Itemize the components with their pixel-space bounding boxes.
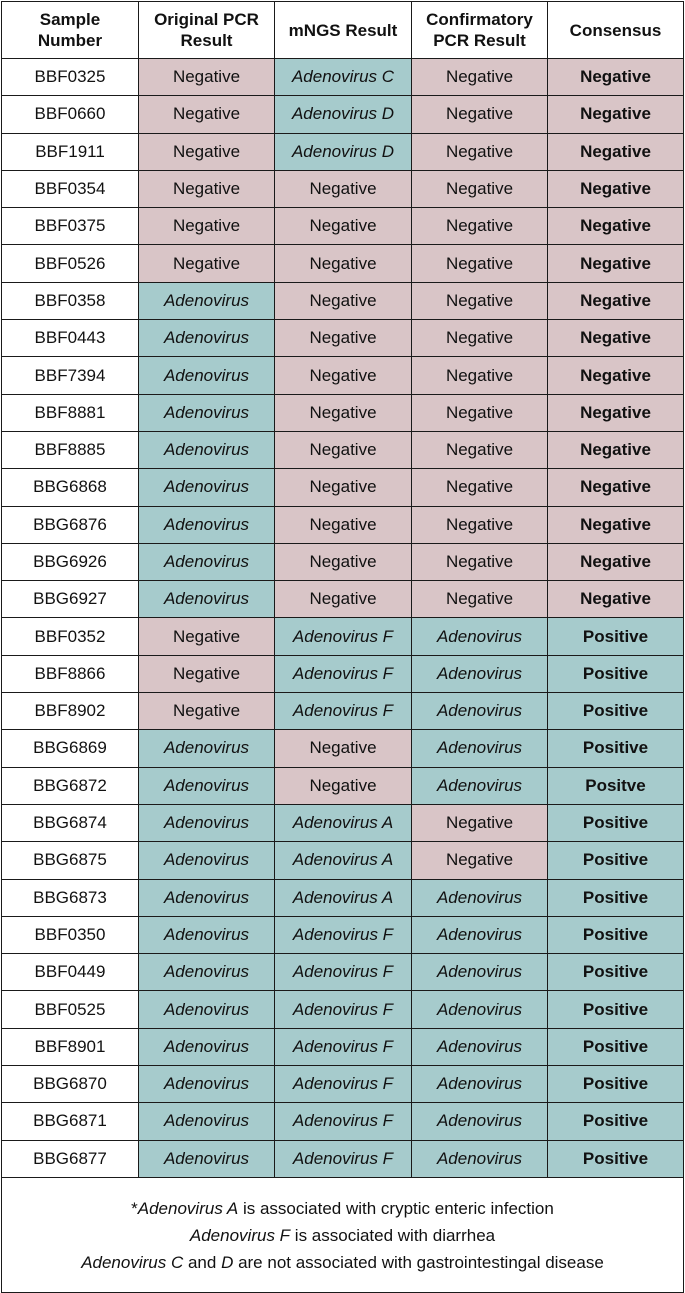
table-row [2, 618, 684, 655]
confirmatory-pcr-cell: Negative [412, 282, 548, 319]
header-sample-number: Sample Number [2, 2, 139, 59]
original-pcr-cell: Adenovirus [139, 804, 275, 841]
mngs-result-cell: Negative [275, 208, 412, 245]
confirmatory-pcr-cell: Adenovirus [412, 1140, 548, 1177]
mngs-result-cell: Negative [275, 320, 412, 357]
mngs-result-cell: Adenovirus A [275, 842, 412, 879]
confirmatory-pcr-cell: Negative [412, 208, 548, 245]
confirmatory-pcr-cell: Negative [412, 804, 548, 841]
original-pcr-cell: Adenovirus [139, 1028, 275, 1065]
mngs-result-cell: Negative [275, 506, 412, 543]
mngs-result-cell: Adenovirus C [275, 59, 412, 96]
mngs-result-cell: Negative [275, 431, 412, 468]
footnote-row [2, 1177, 684, 1292]
consensus-cell: Positive [548, 1066, 684, 1103]
original-pcr-cell: Adenovirus [139, 394, 275, 431]
sample-number-cell: BBF8902 [2, 693, 139, 730]
consensus-cell: Positive [548, 954, 684, 991]
confirmatory-pcr-cell: Negative [412, 170, 548, 207]
mngs-result-cell: Adenovirus A [275, 804, 412, 841]
confirmatory-pcr-cell: Negative [412, 96, 548, 133]
consensus-cell: Negative [548, 208, 684, 245]
table-row [2, 581, 684, 618]
sample-number-cell: BBG6871 [2, 1103, 139, 1140]
consensus-cell: Positive [548, 693, 684, 730]
original-pcr-cell: Adenovirus [139, 469, 275, 506]
confirmatory-pcr-cell: Adenovirus [412, 693, 548, 730]
confirmatory-pcr-cell: Negative [412, 842, 548, 879]
original-pcr-cell: Adenovirus [139, 730, 275, 767]
confirmatory-pcr-cell: Adenovirus [412, 991, 548, 1028]
confirmatory-pcr-cell: Adenovirus [412, 1103, 548, 1140]
original-pcr-cell: Negative [139, 133, 275, 170]
table-row [2, 59, 684, 96]
table-row [2, 991, 684, 1028]
table-row [2, 1140, 684, 1177]
sample-number-cell: BBG6875 [2, 842, 139, 879]
confirmatory-pcr-cell: Negative [412, 357, 548, 394]
mngs-result-cell: Adenovirus F [275, 1066, 412, 1103]
footnote-line-2: Adenovirus F is associated with diarrhea [189, 1226, 496, 1246]
confirmatory-pcr-cell: Negative [412, 245, 548, 282]
confirmatory-pcr-cell: Negative [412, 320, 548, 357]
original-pcr-cell: Adenovirus [139, 1103, 275, 1140]
original-pcr-cell: Adenovirus [139, 431, 275, 468]
table-row [2, 879, 684, 916]
original-pcr-cell: Adenovirus [139, 954, 275, 991]
mngs-result-cell: Adenovirus F [275, 693, 412, 730]
sample-number-cell: BBG6873 [2, 879, 139, 916]
header-mngs-result: mNGS Result [275, 2, 412, 59]
consensus-cell: Positive [548, 1140, 684, 1177]
sample-number-cell: BBG6872 [2, 767, 139, 804]
sample-number-cell: BBF0525 [2, 991, 139, 1028]
consensus-cell: Negative [548, 581, 684, 618]
table-row [2, 767, 684, 804]
consensus-cell: Positive [548, 618, 684, 655]
consensus-cell: Negative [548, 133, 684, 170]
sample-number-cell: BBF0325 [2, 59, 139, 96]
consensus-cell: Negative [548, 59, 684, 96]
header-confirmatory-pcr: Confirmatory PCR Result [412, 2, 548, 59]
confirmatory-pcr-cell: Adenovirus [412, 954, 548, 991]
table-row [2, 357, 684, 394]
original-pcr-cell: Adenovirus [139, 1066, 275, 1103]
consensus-cell: Negative [548, 170, 684, 207]
mngs-result-cell: Negative [275, 282, 412, 319]
original-pcr-cell: Adenovirus [139, 506, 275, 543]
mngs-result-cell: Negative [275, 767, 412, 804]
consensus-cell: Negative [548, 543, 684, 580]
confirmatory-pcr-cell: Adenovirus [412, 1066, 548, 1103]
sample-number-cell: BBF8881 [2, 394, 139, 431]
sample-number-cell: BBG6876 [2, 506, 139, 543]
confirmatory-pcr-cell: Negative [412, 59, 548, 96]
table-row [2, 282, 684, 319]
sample-number-cell: BBF0350 [2, 916, 139, 953]
mngs-result-cell: Negative [275, 245, 412, 282]
original-pcr-cell: Negative [139, 170, 275, 207]
mngs-result-cell: Adenovirus A [275, 879, 412, 916]
sample-number-cell: BBF0449 [2, 954, 139, 991]
sample-number-cell: BBG6927 [2, 581, 139, 618]
sample-number-cell: BBF8866 [2, 655, 139, 692]
confirmatory-pcr-cell: Negative [412, 506, 548, 543]
confirmatory-pcr-cell: Adenovirus [412, 655, 548, 692]
mngs-result-cell: Adenovirus F [275, 916, 412, 953]
table-row [2, 804, 684, 841]
mngs-result-cell: Adenovirus F [275, 991, 412, 1028]
mngs-result-cell: Adenovirus F [275, 1103, 412, 1140]
results-table-container [1, 1, 683, 1293]
original-pcr-cell: Adenovirus [139, 767, 275, 804]
mngs-result-cell: Adenovirus F [275, 618, 412, 655]
confirmatory-pcr-cell: Negative [412, 469, 548, 506]
consensus-cell: Negative [548, 394, 684, 431]
footnote [2, 1177, 684, 1292]
table-row [2, 842, 684, 879]
sample-number-cell: BBF0660 [2, 96, 139, 133]
table-row [2, 916, 684, 953]
confirmatory-pcr-cell: Adenovirus [412, 1028, 548, 1065]
consensus-cell: Negative [548, 357, 684, 394]
consensus-cell: Positive [548, 879, 684, 916]
table-row [2, 245, 684, 282]
consensus-cell: Positve [548, 767, 684, 804]
confirmatory-pcr-cell: Adenovirus [412, 916, 548, 953]
consensus-cell: Positive [548, 730, 684, 767]
table-row [2, 469, 684, 506]
original-pcr-cell: Adenovirus [139, 916, 275, 953]
original-pcr-cell: Adenovirus [139, 543, 275, 580]
confirmatory-pcr-cell: Negative [412, 394, 548, 431]
sample-number-cell: BBF0443 [2, 320, 139, 357]
mngs-result-cell: Adenovirus D [275, 133, 412, 170]
table-row [2, 954, 684, 991]
original-pcr-cell: Adenovirus [139, 1140, 275, 1177]
mngs-result-cell: Adenovirus F [275, 954, 412, 991]
consensus-cell: Negative [548, 282, 684, 319]
original-pcr-cell: Adenovirus [139, 879, 275, 916]
confirmatory-pcr-cell: Negative [412, 133, 548, 170]
sample-number-cell: BBG6870 [2, 1066, 139, 1103]
confirmatory-pcr-cell: Adenovirus [412, 618, 548, 655]
consensus-cell: Positive [548, 655, 684, 692]
sample-number-cell: BBF0358 [2, 282, 139, 319]
consensus-cell: Negative [548, 320, 684, 357]
table-row [2, 431, 684, 468]
original-pcr-cell: Adenovirus [139, 842, 275, 879]
original-pcr-cell: Negative [139, 59, 275, 96]
consensus-cell: Negative [548, 469, 684, 506]
original-pcr-cell: Negative [139, 208, 275, 245]
confirmatory-pcr-cell: Adenovirus [412, 730, 548, 767]
mngs-result-cell: Adenovirus F [275, 655, 412, 692]
mngs-result-cell: Negative [275, 469, 412, 506]
consensus-cell: Negative [548, 506, 684, 543]
mngs-result-cell: Adenovirus F [275, 1028, 412, 1065]
header-original-pcr: Original PCR Result [139, 2, 275, 59]
table-row [2, 1028, 684, 1065]
consensus-cell: Negative [548, 245, 684, 282]
original-pcr-cell: Negative [139, 618, 275, 655]
sample-number-cell: BBF1911 [2, 133, 139, 170]
table-row [2, 208, 684, 245]
table-row [2, 1066, 684, 1103]
footnote-line-3: Adenovirus C and D are not associated with gastrointestingal disease [81, 1253, 604, 1273]
table-row [2, 693, 684, 730]
mngs-result-cell: Negative [275, 543, 412, 580]
confirmatory-pcr-cell: Negative [412, 431, 548, 468]
sample-number-cell: BBG6868 [2, 469, 139, 506]
mngs-result-cell: Negative [275, 357, 412, 394]
sample-number-cell: BBG6877 [2, 1140, 139, 1177]
consensus-cell: Negative [548, 431, 684, 468]
original-pcr-cell: Negative [139, 96, 275, 133]
confirmatory-pcr-cell: Negative [412, 581, 548, 618]
consensus-cell: Positive [548, 1028, 684, 1065]
table-row [2, 96, 684, 133]
sample-number-cell: BBF8901 [2, 1028, 139, 1065]
table-row [2, 170, 684, 207]
table-row [2, 543, 684, 580]
sample-number-cell: BBG6926 [2, 543, 139, 580]
consensus-cell: Positive [548, 804, 684, 841]
table-row [2, 133, 684, 170]
table-row [2, 320, 684, 357]
mngs-result-cell: Negative [275, 581, 412, 618]
table-row [2, 655, 684, 692]
consensus-cell: Positive [548, 842, 684, 879]
original-pcr-cell: Adenovirus [139, 581, 275, 618]
original-pcr-cell: Adenovirus [139, 991, 275, 1028]
original-pcr-cell: Adenovirus [139, 357, 275, 394]
original-pcr-cell: Adenovirus [139, 282, 275, 319]
consensus-cell: Positive [548, 991, 684, 1028]
footnote-line-1: *Adenovirus A is associated with cryptic enteric infection [131, 1199, 554, 1219]
mngs-result-cell: Adenovirus F [275, 1140, 412, 1177]
sample-number-cell: BBG6874 [2, 804, 139, 841]
original-pcr-cell: Negative [139, 693, 275, 730]
consensus-cell: Positive [548, 1103, 684, 1140]
table-row [2, 730, 684, 767]
consensus-cell: Negative [548, 96, 684, 133]
table-row [2, 1103, 684, 1140]
table-body [2, 59, 684, 1178]
sample-number-cell: BBF0526 [2, 245, 139, 282]
sample-number-cell: BBF0375 [2, 208, 139, 245]
results-table [1, 1, 684, 1293]
sample-number-cell: BBF8885 [2, 431, 139, 468]
confirmatory-pcr-cell: Adenovirus [412, 767, 548, 804]
mngs-result-cell: Negative [275, 170, 412, 207]
confirmatory-pcr-cell: Negative [412, 543, 548, 580]
mngs-result-cell: Adenovirus D [275, 96, 412, 133]
sample-number-cell: BBF0354 [2, 170, 139, 207]
consensus-cell: Positive [548, 916, 684, 953]
original-pcr-cell: Adenovirus [139, 320, 275, 357]
original-pcr-cell: Negative [139, 245, 275, 282]
mngs-result-cell: Negative [275, 394, 412, 431]
header-row [2, 2, 684, 59]
confirmatory-pcr-cell: Adenovirus [412, 879, 548, 916]
header-consensus: Consensus [548, 2, 684, 59]
sample-number-cell: BBF7394 [2, 357, 139, 394]
sample-number-cell: BBF0352 [2, 618, 139, 655]
mngs-result-cell: Negative [275, 730, 412, 767]
original-pcr-cell: Negative [139, 655, 275, 692]
sample-number-cell: BBG6869 [2, 730, 139, 767]
table-row [2, 394, 684, 431]
table-row [2, 506, 684, 543]
